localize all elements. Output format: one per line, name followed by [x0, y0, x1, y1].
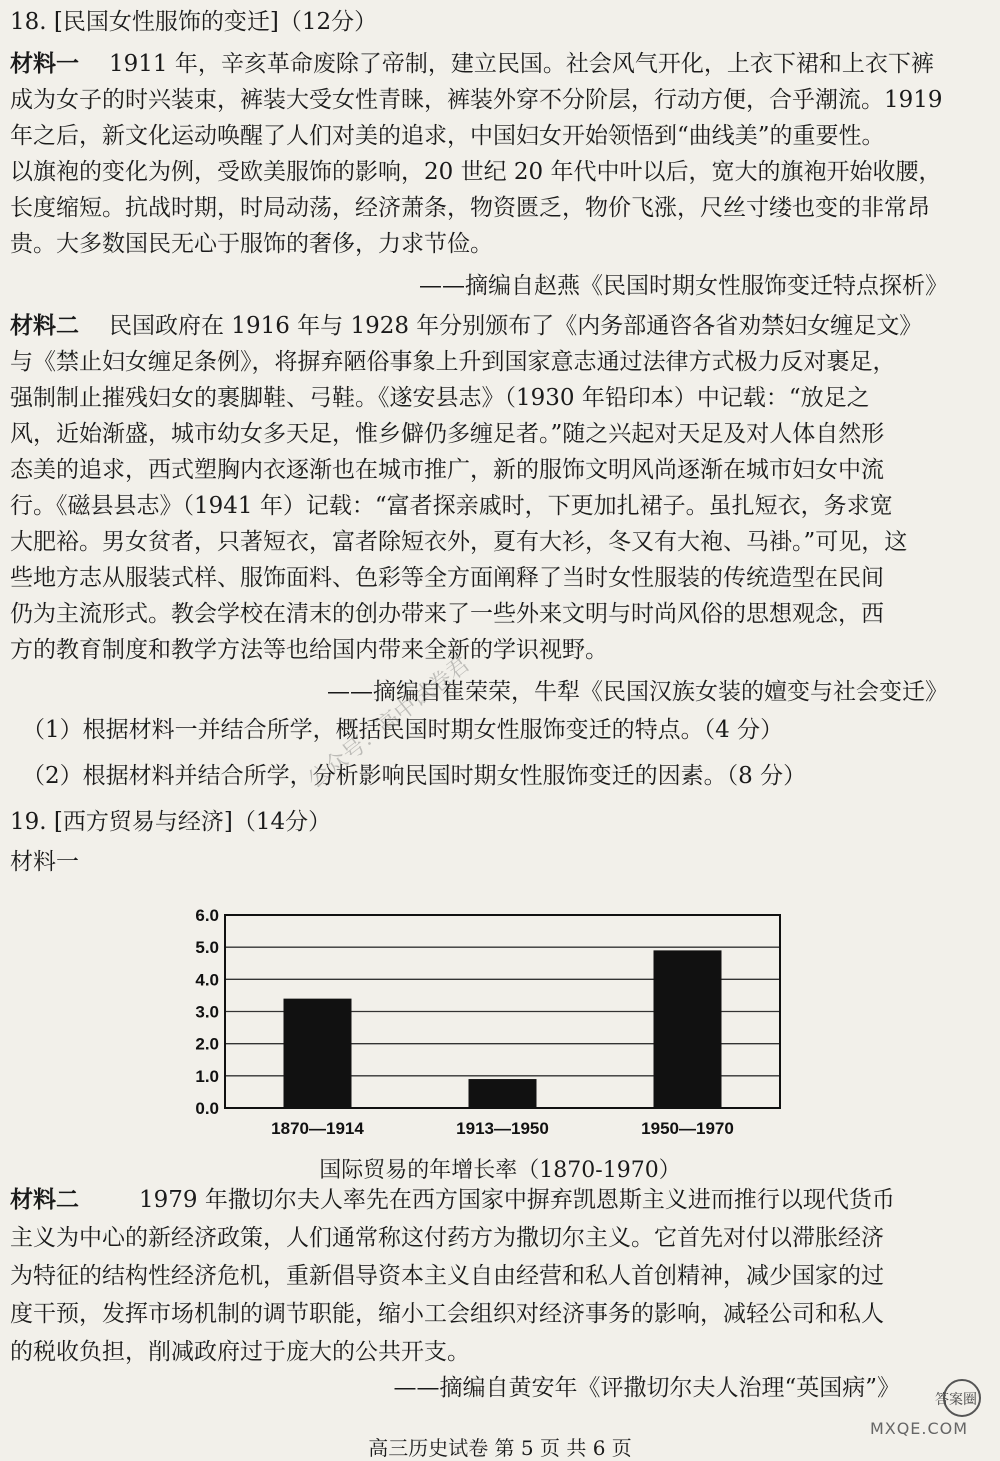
site-logo: [844, 1378, 994, 1440]
page-footer: 高三历史试卷 第 5 页 共 6 页: [368, 1436, 632, 1460]
q18-material2-label: 材料二: [10, 312, 79, 339]
q18-material2-line-4: 风，近始渐盛，城市幼女多天足，惟乡僻仍多缠足者。”随之兴起对天足及对人体自然形: [10, 421, 885, 447]
q18-material1-line-5: 长度缩短。抗战时期，时局动荡，经济萧条，物资匮乏，物价飞涨，尺丝寸缕也变的非常昂: [10, 195, 930, 221]
q18-material2-line-3: 强制制止摧残妇女的裹脚鞋、弓鞋。《遂安县志》（1930 年铅印本）中记载：“放足之: [10, 385, 870, 411]
q19-material2-line-2: 主义为中心的新经济政策，人们通常称这付药方为撒切尔主义。它首先对付以滞胀经济: [10, 1225, 884, 1251]
watermark: 公众号：高中试卷君: [303, 652, 475, 794]
bar: [654, 950, 722, 1108]
x-tick-label: 1870—1914: [271, 1119, 364, 1138]
y-tick-label: 3.0: [195, 1002, 219, 1022]
q18-material1-label: 材料一: [10, 50, 79, 77]
q18-material2-line-10: 方的教育制度和教学方法等也给国内带来全新的学识视野。: [10, 637, 608, 663]
q18-material1-line-4: 以旗袍的变化为例，受欧美服饰的影响，20 世纪 20 年代中叶以后，宽大的旗袍开始收腰，: [10, 159, 942, 185]
q19-material2-label: 材料二: [10, 1186, 79, 1213]
q18-material2-line-8: 些地方志从服装式样、服饰面料、色彩等全方面阐释了当时女性服装的传统造型在民间: [10, 565, 884, 591]
y-tick-label: 2.0: [195, 1034, 219, 1054]
q18-material1-line-3: 年之后，新文化运动唤醒了人们对美的追求，中国妇女开始领悟到“曲线美”的重要性。: [10, 123, 885, 149]
x-tick-label: 1913—1950: [456, 1119, 549, 1138]
q18-subquestion-2: （2）根据材料并结合所学，分析影响民国时期女性服饰变迁的因素。（8 分）: [22, 763, 807, 789]
q19-material1-label: 材料一: [10, 849, 79, 875]
q18-material2-line-1: 材料二 民国政府在 1916 年与 1928 年分别颁布了《内务部通咨各省劝禁妇女缠足文》: [10, 312, 923, 339]
q18-material1-line-1: 材料一 1911 年，辛亥革命废除了帝制，建立民国。社会风气开化，上衣下裙和上衣下裤: [10, 50, 934, 77]
q18-material2-line-6: 行。《磁县县志》（1941 年）记载：“富者探亲戚时，下更加扎裙子。虽扎短衣，务求宽: [10, 493, 893, 519]
y-tick-label: 0.0: [195, 1099, 219, 1118]
bar: [284, 999, 352, 1108]
q18-subquestion-1: （1）根据材料一并结合所学，概括民国时期女性服饰变迁的特点。（4 分）: [22, 717, 784, 743]
q19-material2-line-5: 的税收负担，削减政府过于庞大的公共开支。: [10, 1339, 470, 1365]
q18-material1-source: ——摘编自赵燕《民国时期女性服饰变迁特点探析》: [419, 273, 948, 299]
q18-material2-line-7: 大肥裕。男女贫者，只著短衣，富者除短衣外，夏有大衫，冬又有大袍、马褂。”可见，这: [10, 529, 908, 555]
bar: [469, 1079, 537, 1108]
q18-material2-source: ——摘编自崔荣荣，牛犁《民国汉族女装的嬗变与社会变迁》: [327, 679, 948, 705]
q18-material1-line-6: 贵。大多数国民无心于服饰的奢侈，力求节俭。: [10, 231, 493, 257]
chart-caption: 国际贸易的年增长率（1870-1970）: [319, 1158, 681, 1183]
q18-material2-line-2: 与《禁止妇女缠足条例》，将摒弃陋俗事象上升到国家意志通过法律方式极力反对裹足，: [10, 349, 896, 375]
svg-text:MXQE.COM: MXQE.COM: [869, 1419, 969, 1438]
svg-text:答案圈: 答案圈: [935, 1392, 977, 1408]
q18-material2-line-5: 态美的追求，西式塑胸内衣逐渐也在城市推广，新的服饰文明风尚逐渐在城市妇女中流: [10, 457, 884, 483]
y-tick-label: 1.0: [195, 1066, 219, 1086]
q19-title: 19. [西方贸易与经济]（14分）: [10, 809, 332, 835]
y-tick-label: 5.0: [195, 938, 219, 958]
q19-material2-line-4: 度干预，发挥市场机制的调节职能，缩小工会组织对经济事务的影响，减轻公司和私人: [10, 1301, 884, 1327]
x-tick-label: 1950—1970: [641, 1119, 734, 1138]
q19-material2-line-1: 材料二 1979 年撒切尔夫人率先在西方国家中摒弃凯恩斯主义进而推行以现代货币: [10, 1186, 895, 1213]
q18-title: 18. [民国女性服饰的变迁]（12分）: [10, 9, 378, 35]
q19-material2-line-3: 为特征的结构性经济危机，重新倡导资本主义自由经营和私人首创精神，减少国家的过: [10, 1263, 884, 1289]
q19-material2-source: ——摘编自黄安年《评撒切尔夫人治理“英国病”》: [393, 1375, 900, 1401]
y-tick-label: 4.0: [195, 970, 219, 990]
trade-growth-bar-chart: [185, 900, 795, 1150]
y-tick-label: 6.0: [195, 906, 219, 925]
q18-material1-line-2: 成为女子的时兴装束，裤装大受女性青睐，裤装外穿不分阶层，行动方便，合乎潮流。1919: [10, 87, 943, 113]
q18-material2-line-9: 仍为主流形式。教会学校在清末的创办带来了一些外来文明与时尚风俗的思想观念，西: [10, 601, 884, 627]
